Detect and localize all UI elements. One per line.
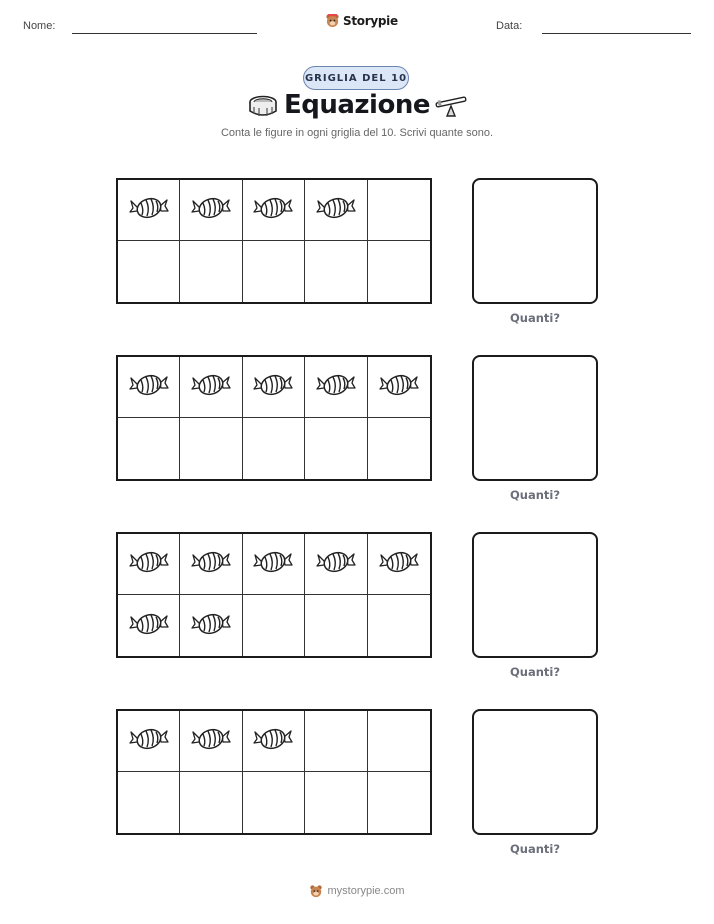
ten-frame-cell (118, 772, 180, 833)
candy-icon (316, 193, 356, 227)
candy-icon (191, 370, 231, 404)
ten-frame-cell (118, 534, 180, 595)
seesaw-icon (434, 96, 468, 118)
ten-frame-cell (243, 772, 305, 833)
answer-label: Quanti? (509, 842, 561, 856)
candy-icon (316, 370, 356, 404)
ten-frame-cell (305, 180, 367, 241)
candy-icon (253, 370, 293, 404)
ten-frame-cell (368, 357, 430, 418)
answer-box[interactable] (472, 532, 598, 658)
exercise-1 (0, 178, 714, 338)
candy-icon (316, 547, 356, 581)
candy-icon (129, 547, 169, 581)
ten-frame-cell (243, 418, 305, 479)
ten-frame-cell (243, 534, 305, 595)
footer-url: mystorypie.com (327, 885, 405, 897)
exercise-4 (0, 709, 714, 869)
ten-frame-cell (243, 180, 305, 241)
ten-frame (116, 178, 432, 304)
ten-frame-cell (180, 241, 242, 302)
ten-frame-cell (180, 357, 242, 418)
brand-logo (325, 13, 398, 28)
ten-frame-cell (368, 534, 430, 595)
ten-frame-cell (118, 180, 180, 241)
ten-frame-cell (118, 711, 180, 772)
bear-logo-icon (325, 13, 340, 28)
ten-frame-cell (305, 711, 367, 772)
ten-frame-cell (180, 595, 242, 656)
ten-frame-cell (243, 357, 305, 418)
name-field-line[interactable] (72, 33, 257, 34)
answer-label: Quanti? (509, 665, 561, 679)
ten-frame-cell (118, 418, 180, 479)
ten-frame-cell (118, 241, 180, 302)
ten-frame-cell (180, 180, 242, 241)
ten-frame-cell (118, 595, 180, 656)
candy-icon (253, 193, 293, 227)
ten-frame-cell (243, 595, 305, 656)
exercise-2 (0, 355, 714, 515)
ten-frame-cell (305, 534, 367, 595)
page-title: Equazione (284, 90, 430, 120)
candy-icon (191, 609, 231, 643)
date-field-line[interactable] (542, 33, 691, 34)
exercise-3 (0, 532, 714, 692)
ten-frame-cell (368, 595, 430, 656)
candy-icon (191, 724, 231, 758)
answer-box[interactable] (472, 178, 598, 304)
ten-frame-cell (305, 418, 367, 479)
answer-label: Quanti? (509, 311, 561, 325)
ten-frame-cell (305, 595, 367, 656)
candy-icon (129, 193, 169, 227)
candy-icon (379, 547, 419, 581)
ten-frame-cell (305, 357, 367, 418)
candy-icon (191, 547, 231, 581)
brand-name: Storypie (343, 13, 398, 28)
footer (0, 884, 714, 898)
candy-icon (129, 370, 169, 404)
answer-box[interactable] (472, 355, 598, 481)
name-label: Nome: (23, 20, 56, 32)
candy-icon (379, 370, 419, 404)
topic-badge: GRIGLIA DEL 10 (303, 66, 409, 90)
candy-icon (129, 609, 169, 643)
ten-frame-cell (368, 180, 430, 241)
answer-label: Quanti? (509, 488, 561, 502)
ten-frame-cell (368, 241, 430, 302)
ten-frame (116, 532, 432, 658)
ten-frame-cell (243, 711, 305, 772)
ten-frame-cell (305, 772, 367, 833)
ten-frame-cell (368, 711, 430, 772)
candy-icon (253, 724, 293, 758)
candy-icon (191, 193, 231, 227)
instructions: Conta le figure in ogni griglia del 10. Scrivi quante sono. (220, 127, 494, 139)
ten-frame-cell (368, 418, 430, 479)
ten-frame-cell (243, 241, 305, 302)
ten-frame-cell (180, 711, 242, 772)
ten-frame-cell (305, 241, 367, 302)
ten-frame-cell (180, 418, 242, 479)
ten-frame (116, 355, 432, 481)
ten-frame-cell (180, 534, 242, 595)
bear-logo-icon (309, 884, 323, 898)
ten-frame-cell (180, 772, 242, 833)
ten-frame-cell (118, 357, 180, 418)
answer-box[interactable] (472, 709, 598, 835)
ten-frame (116, 709, 432, 835)
date-label: Data: (496, 20, 523, 32)
candy-icon (253, 547, 293, 581)
candy-icon (129, 724, 169, 758)
ten-frame-cell (368, 772, 430, 833)
